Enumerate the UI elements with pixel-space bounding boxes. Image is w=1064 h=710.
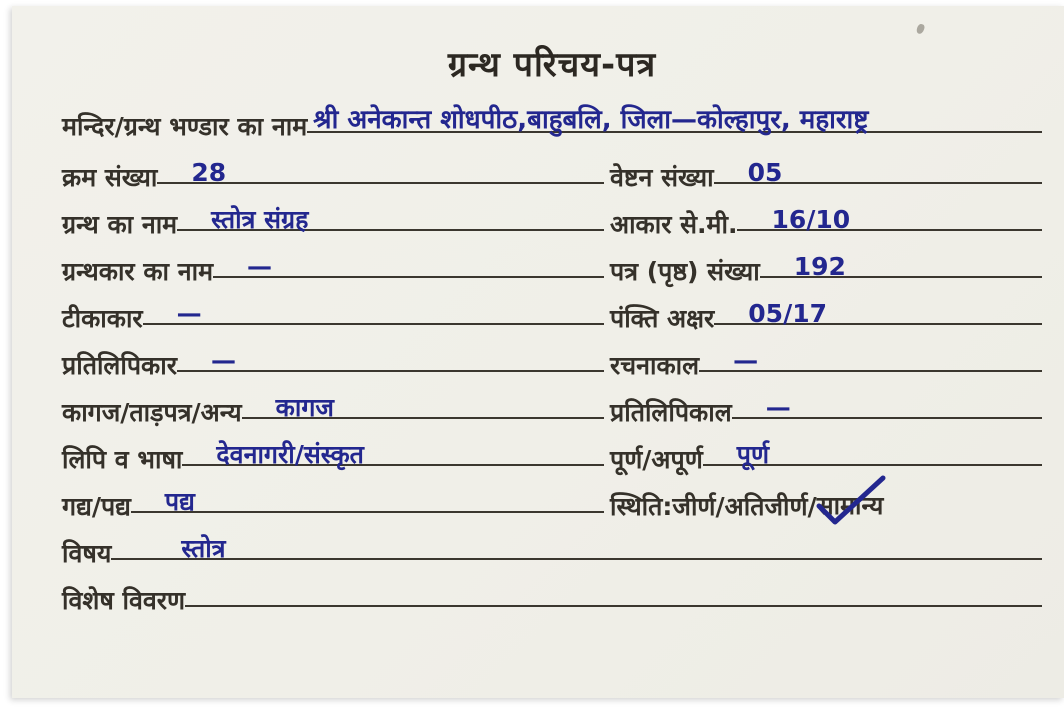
handwritten-value: — bbox=[176, 298, 202, 328]
field-material bbox=[62, 387, 604, 434]
field-label: क्रम संख्या bbox=[62, 163, 158, 193]
field-scribe bbox=[62, 340, 604, 387]
ruled-line bbox=[307, 105, 1042, 136]
manuscript-card bbox=[12, 6, 1064, 698]
handwritten-value: 192 bbox=[793, 251, 846, 281]
ruled-line bbox=[157, 157, 604, 187]
field-label: रचनाकाल bbox=[610, 351, 700, 381]
field-label: विषय bbox=[62, 539, 112, 569]
field-label: पंक्ति अक्षर bbox=[610, 304, 715, 334]
ruled-line bbox=[242, 392, 604, 422]
ruled-line bbox=[177, 204, 604, 234]
ruled-line bbox=[177, 345, 604, 375]
handwritten-value: पद्य bbox=[164, 486, 195, 516]
field-condition bbox=[610, 481, 1042, 528]
ruled-line bbox=[714, 157, 1042, 187]
scan-artifact bbox=[916, 23, 926, 35]
field-complete-incomplete bbox=[610, 434, 1042, 481]
field-serial-number bbox=[62, 152, 604, 199]
field-label: पत्र (पृष्ठ) संख्या bbox=[610, 257, 760, 287]
ruled-line bbox=[699, 345, 1042, 375]
field-label: विशेष विवरण bbox=[62, 586, 186, 616]
field-label: आकार से.मी. bbox=[610, 210, 738, 240]
field-size-cm bbox=[610, 199, 1042, 246]
ruled-line bbox=[182, 439, 604, 469]
field-label: लिपि व भाषा bbox=[62, 445, 183, 475]
ruled-line bbox=[131, 486, 604, 516]
handwritten-value: स्तोत्र bbox=[181, 533, 226, 563]
field-label: प्रतिलिपिकार bbox=[62, 351, 177, 381]
ruled-line bbox=[714, 298, 1042, 328]
field-label: कागज/ताड़पत्र/अन्य bbox=[62, 398, 242, 428]
handwritten-value: — bbox=[210, 345, 236, 375]
form-grid bbox=[62, 152, 1042, 528]
ruled-line bbox=[111, 533, 1042, 563]
ruled-line bbox=[737, 204, 1042, 234]
field-commentator bbox=[62, 293, 604, 340]
handwritten-value: 05/17 bbox=[748, 298, 827, 328]
handwritten-value: — bbox=[247, 251, 273, 281]
field-label: मन्दिर/ग्रन्थ भण्डार का नाम bbox=[62, 112, 308, 142]
field-book-name bbox=[62, 199, 604, 246]
handwritten-value: 16/10 bbox=[771, 204, 851, 234]
ruled-line bbox=[760, 251, 1042, 281]
handwritten-value: श्री अनेकान्त शोधपीठ,बाहुबलि, जिला—कोल्हापुर, महाराष्ट्र bbox=[313, 105, 869, 136]
field-label: ग्रन्थ का नाम bbox=[62, 210, 178, 240]
field-subject bbox=[62, 528, 1042, 575]
handwritten-value: स्तोत्र संग्रह bbox=[211, 204, 309, 234]
ruled-line bbox=[185, 605, 1042, 607]
field-prose-verse bbox=[62, 481, 604, 528]
field-composition-date bbox=[610, 340, 1042, 387]
field-label: टीकाकार bbox=[62, 304, 143, 334]
field-special-details bbox=[62, 575, 1042, 622]
field-repository-name bbox=[62, 98, 1042, 148]
field-label: स्थिति:जीर्ण/अतिजीर्ण/ bbox=[610, 492, 817, 522]
ruled-line bbox=[213, 251, 604, 281]
field-label: ग्रन्थकार का नाम bbox=[62, 257, 214, 287]
condition-selected-option bbox=[817, 488, 884, 528]
page-title: ग्रन्थ परिचय-पत्र bbox=[447, 45, 657, 85]
field-page-count bbox=[610, 246, 1042, 293]
field-bundle-number bbox=[610, 152, 1042, 199]
handwritten-value: कागज bbox=[275, 392, 334, 422]
handwritten-value: — bbox=[765, 392, 791, 422]
field-lines-letters bbox=[610, 293, 1042, 340]
field-label: प्रतिलिपिकाल bbox=[610, 398, 732, 428]
ruled-line bbox=[732, 392, 1042, 422]
ruled-line bbox=[703, 439, 1042, 469]
handwritten-value: देवनागरी/संस्कृत bbox=[216, 439, 364, 469]
handwritten-value: पूर्ण bbox=[736, 439, 770, 469]
field-copy-date bbox=[610, 387, 1042, 434]
handwritten-value: 05 bbox=[747, 157, 783, 187]
field-label: गद्य/पद्य bbox=[62, 492, 131, 522]
handwritten-value: 28 bbox=[191, 157, 227, 187]
ruled-line bbox=[143, 298, 604, 328]
field-label: सामान्य bbox=[816, 491, 884, 520]
field-label: वेष्टन संख्या bbox=[610, 163, 714, 193]
field-label: पूर्ण/अपूर्ण bbox=[610, 445, 703, 475]
field-author-name bbox=[62, 246, 604, 293]
field-script-language bbox=[62, 434, 604, 481]
handwritten-value: — bbox=[733, 345, 759, 375]
